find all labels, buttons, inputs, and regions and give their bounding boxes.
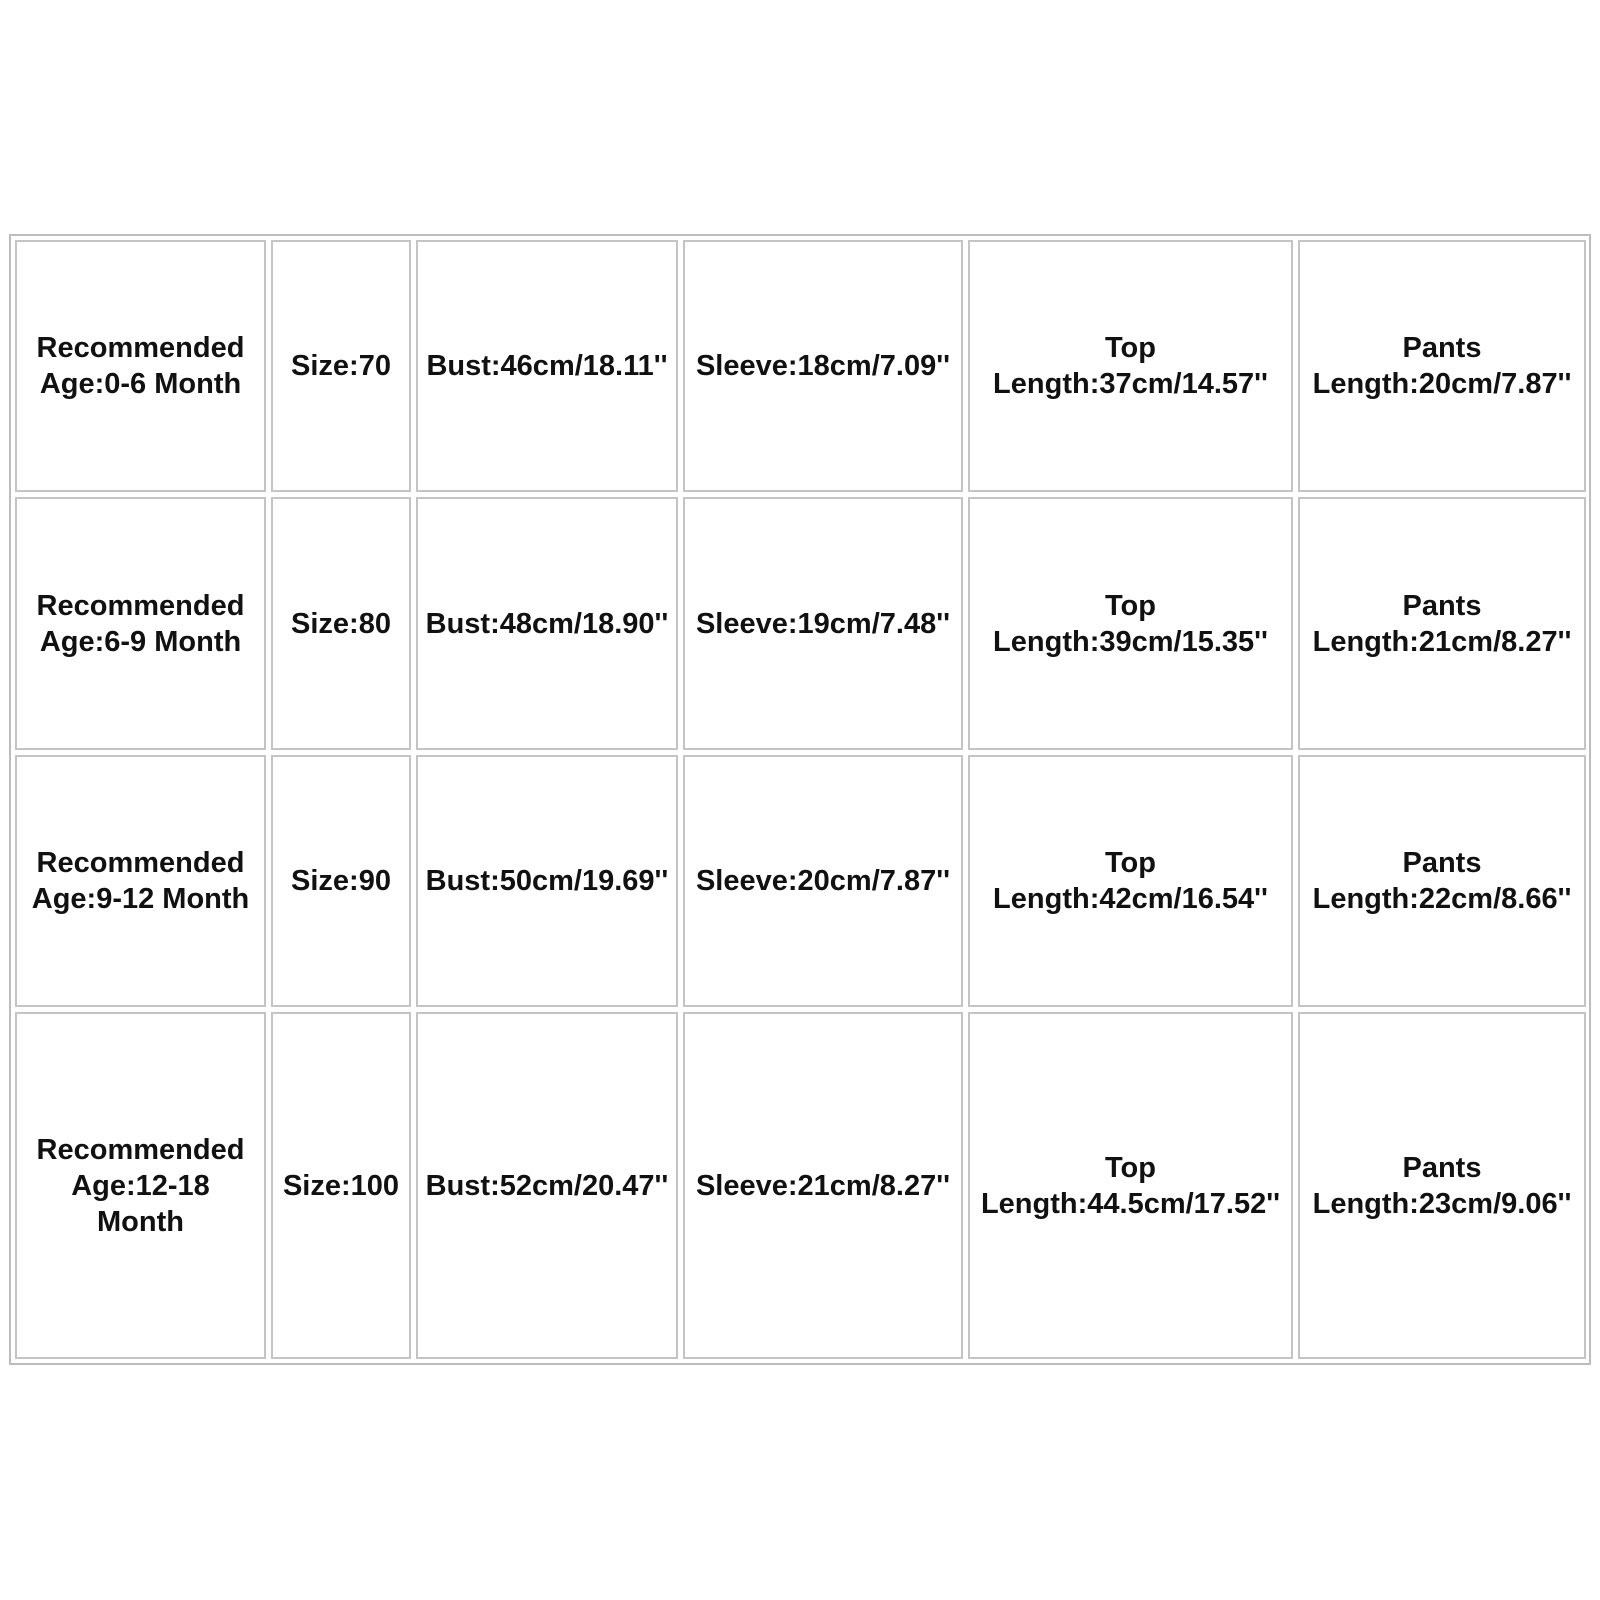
size-table — [10, 235, 1591, 1364]
age-cell: Recommended Age:9-12 Month — [15, 755, 266, 1007]
top-length-cell: Top Length:42cm/16.54'' — [968, 755, 1293, 1007]
sleeve-cell: Sleeve:20cm/7.87'' — [683, 755, 963, 1007]
bust-cell: Bust:52cm/20.47'' — [416, 1012, 678, 1359]
pants-length-cell: Pants Length:21cm/8.27'' — [1298, 497, 1586, 749]
top-length-cell: Top Length:39cm/15.35'' — [968, 497, 1293, 749]
top-length-cell: Top Length:37cm/14.57'' — [968, 240, 1293, 492]
table-row — [15, 755, 1586, 1007]
size-cell: Size:90 — [271, 755, 411, 1007]
age-cell: Recommended Age:6-9 Month — [15, 497, 266, 749]
bust-cell: Bust:48cm/18.90'' — [416, 497, 678, 749]
bust-cell: Bust:50cm/19.69'' — [416, 755, 678, 1007]
size-cell: Size:70 — [271, 240, 411, 492]
age-cell: Recommended Age:12-18 Month — [15, 1012, 266, 1359]
age-cell: Recommended Age:0-6 Month — [15, 240, 266, 492]
size-cell: Size:100 — [271, 1012, 411, 1359]
bust-cell: Bust:46cm/18.11'' — [416, 240, 678, 492]
sleeve-cell: Sleeve:18cm/7.09'' — [683, 240, 963, 492]
table-row — [15, 1012, 1586, 1359]
sleeve-cell: Sleeve:19cm/7.48'' — [683, 497, 963, 749]
pants-length-cell: Pants Length:23cm/9.06'' — [1298, 1012, 1586, 1359]
size-chart — [9, 234, 1591, 1365]
pants-length-cell: Pants Length:22cm/8.66'' — [1298, 755, 1586, 1007]
table-row — [15, 497, 1586, 749]
top-length-cell: Top Length:44.5cm/17.52'' — [968, 1012, 1293, 1359]
sleeve-cell: Sleeve:21cm/8.27'' — [683, 1012, 963, 1359]
table-row — [15, 240, 1586, 492]
pants-length-cell: Pants Length:20cm/7.87'' — [1298, 240, 1586, 492]
size-cell: Size:80 — [271, 497, 411, 749]
